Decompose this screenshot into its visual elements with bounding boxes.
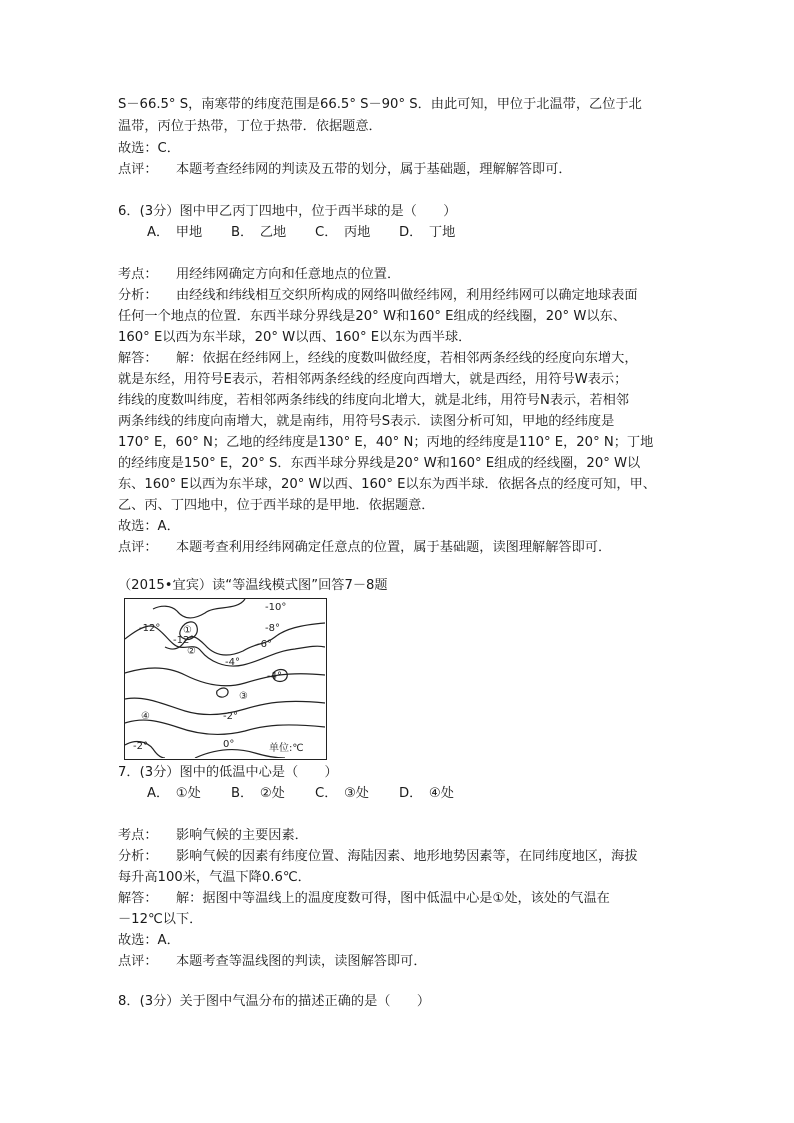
question-stem: 6．(3分）图中甲乙丙丁四地中，位于西半球的是（ ）: [118, 204, 457, 219]
kaodian-line: [118, 826, 308, 846]
text-line: 温带，丙位于热带，丁位于热带．依据题意．: [118, 119, 382, 134]
option-a: A． ①处: [147, 786, 201, 801]
isotherm-map: [124, 598, 327, 760]
kaodian-line: [118, 265, 400, 285]
temp-label: -4°: [225, 657, 240, 668]
isotherm-line: [153, 599, 245, 618]
temp-label: -2°: [133, 741, 148, 752]
option-c: C． ③处: [315, 786, 369, 801]
jieda-text: 解：依据在经纬网上，经线的度数叫做经度，若相邻两条经线的经度向东增大，: [176, 351, 638, 366]
jieda-text: 解：据图中等温线上的温度度数可得，图中低温中心是①处，该处的气温在: [176, 891, 610, 906]
comment-text: 本题考查利用经纬网确定任意点的位置，属于基础题，读图理解解答即可．: [176, 540, 612, 555]
fenxi-text: 由经线和纬线相互交织所构成的网络叫做经纬网，利用经纬网可以确定地球表面: [176, 288, 638, 303]
option-d: D． 丁地: [399, 225, 456, 240]
unit-label: 单位:℃: [269, 743, 304, 754]
isotherm-line: [217, 688, 228, 697]
comment-text: 本题考查等温线图的判读，读图解答即可．: [176, 954, 427, 969]
jieda-label: 解答：: [118, 891, 158, 906]
marker-1: ①: [183, 625, 192, 636]
option-c: C． 丙地: [315, 225, 371, 240]
kaodian-label: 考点：: [118, 828, 158, 843]
answer-line: 故选：C．: [118, 141, 180, 156]
comment-line: [118, 538, 611, 558]
fenxi-line: 任何一个地点的位置．东西半球分界线是20° W和160° E组成的经线圈，20° W以东、: [118, 309, 626, 324]
text-line: S－66.5° S，南寒带的纬度范围是66.5° S－90° S．由此可知，甲位于北温带，乙位于北: [118, 97, 642, 112]
temp-label: -2°: [223, 711, 238, 722]
option-a: A． 甲地: [147, 225, 203, 240]
jieda-line: 就是东经，用符号E表示，若相邻两条经线的经度向西增大，就是西经，用符号W表示；: [118, 372, 628, 387]
jieda-line: 乙、丙、丁四地中，位于西半球的是甲地．依据题意．: [118, 498, 435, 513]
kaodian-text: 影响气候的主要因素．: [176, 828, 308, 843]
jieda-line: －12℃以下．: [118, 912, 203, 927]
option-b: B． ②处: [231, 786, 285, 801]
section-intro: （2015•宜宾）读“等温线模式图”回答7－8题: [118, 578, 388, 593]
comment-line: [118, 952, 427, 972]
isotherm-map-svg: [125, 599, 325, 758]
temp-label: -12°: [139, 623, 161, 634]
kaodian-text: 用经纬网确定方向和任意地点的位置．: [176, 267, 401, 282]
jieda-line: 纬线的度数叫纬度，若相邻两条纬线的纬度向北增大，就是北纬，用符号N表示，若相邻: [118, 393, 629, 408]
marker-4: ④: [141, 711, 150, 722]
jieda-line: 的经纬度是150° E，20° S．东西半球分界线是20° W和160° E组成的经线圈，20° W以: [118, 456, 641, 471]
marker-2: ②: [187, 646, 196, 657]
option-d: D． ④处: [399, 786, 454, 801]
jieda-line: 两条纬线的纬度向南增大，就是南纬，用符号S表示．读图分析可知，甲地的经纬度是: [118, 414, 615, 429]
comment-label: 点评：: [118, 162, 158, 177]
temp-label: -10°: [265, 602, 287, 613]
question-stem: 7．(3分）图中的低温中心是（ ）: [118, 765, 338, 780]
jieda-line: [118, 349, 638, 369]
isotherm-line: [125, 668, 325, 686]
answer-line: 故选：A．: [118, 519, 180, 534]
temp-label: 0°: [223, 739, 235, 750]
fenxi-text: 影响气候的因素有纬度位置、海陆因素、地形地势因素等，在同纬度地区，海拔: [176, 849, 638, 864]
jieda-line: 东、160° E以西为东半球，20° W以西、160° E以东为西半球．依据各点的经度可知，甲、: [118, 477, 656, 492]
answer-line: 故选：A．: [118, 933, 180, 948]
temp-label: -6°: [257, 639, 272, 650]
temp-label: -12°: [173, 635, 195, 646]
fenxi-line: 每升高100米，气温下降0.6℃．: [118, 870, 311, 885]
jieda-label: 解答：: [118, 351, 158, 366]
temp-label: -4°: [267, 671, 282, 682]
fenxi-label: 分析：: [118, 288, 158, 303]
temp-label: -8°: [265, 623, 280, 634]
isotherm-line: [125, 720, 325, 734]
fenxi-label: 分析：: [118, 849, 158, 864]
comment-line: [118, 160, 572, 180]
comment-label: 点评：: [118, 954, 158, 969]
comment-text: 本题考查经纬网的判读及五带的划分，属于基础题，理解解答即可．: [176, 162, 572, 177]
option-b: B． 乙地: [231, 225, 287, 240]
kaodian-label: 考点：: [118, 267, 158, 282]
fenxi-line: 160° E以西为东半球，20° W以西、160° E以东为西半球．: [118, 330, 472, 345]
marker-3: ③: [239, 691, 248, 702]
fenxi-line: [118, 847, 638, 867]
jieda-line: [118, 889, 610, 909]
question-stem: 8．(3分）关于图中气温分布的描述正确的是（ ）: [118, 994, 431, 1009]
jieda-line: 170° E，60° N；乙地的经纬度是130° E，40° N；丙地的经纬度是110° E，20° N；丁地: [118, 435, 654, 450]
comment-label: 点评：: [118, 540, 158, 555]
fenxi-line: [118, 286, 638, 306]
